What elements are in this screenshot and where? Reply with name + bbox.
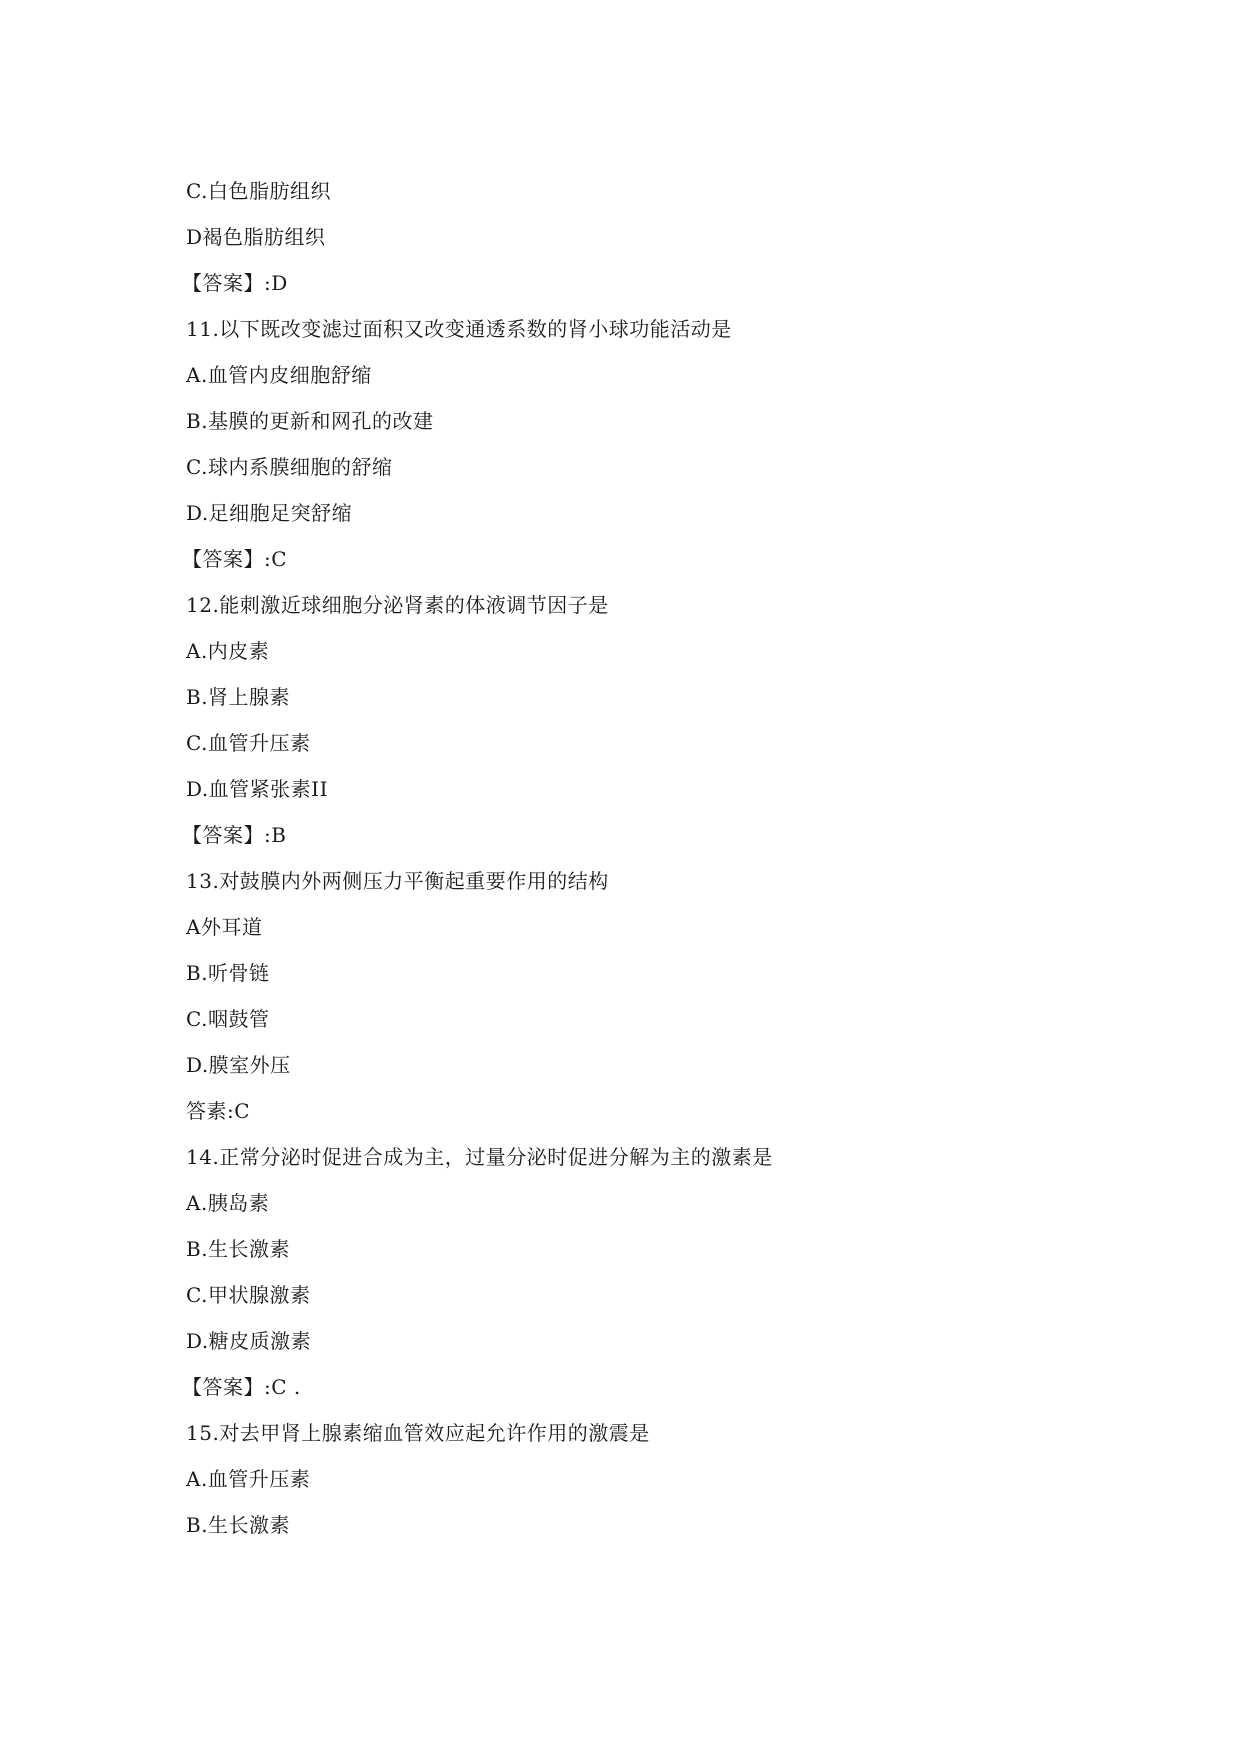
option-b: B.听骨链: [186, 961, 270, 985]
option-c: C.咽鼓管: [186, 1007, 270, 1031]
question-14: 14.正常分泌时促进合成为主，过量分泌时促进分解为主的激素是: [186, 1145, 773, 1169]
answer-line: 【答案】:D: [182, 271, 288, 295]
option-c: C.球内系膜细胞的舒缩: [186, 455, 393, 479]
option-a: A.血管升压素: [186, 1467, 311, 1491]
question-11: 11.以下既改变滤过面积又改变通透系数的肾小球功能活动是: [186, 317, 732, 341]
answer-line: 答素:C: [186, 1099, 251, 1123]
option-b: B.生长激素: [186, 1513, 291, 1537]
answer-line: 【答案】:C: [182, 547, 288, 571]
option-d: D.血管紧张素II: [186, 777, 328, 801]
question-12: 12.能刺激近球细胞分泌肾素的体液调节因子是: [186, 593, 609, 617]
answer-line: 【答案】:C .: [182, 1375, 301, 1399]
option-c: C.白色脂肪组织: [186, 179, 331, 203]
option-a: A.胰岛素: [186, 1191, 270, 1215]
question-15: 15.对去甲肾上腺素缩血管效应起允许作用的激震是: [186, 1421, 650, 1445]
option-b: B.基膜的更新和网孔的改建: [186, 409, 434, 433]
option-a: A.内皮素: [186, 639, 270, 663]
option-d: D.糖皮质激素: [186, 1329, 312, 1353]
option-c: C.血管升压素: [186, 731, 311, 755]
option-b: B.肾上腺素: [186, 685, 291, 709]
option-d: D.足细胞足突舒缩: [186, 501, 353, 525]
option-a: A外耳道: [186, 915, 263, 939]
option-d: D.膜室外压: [186, 1053, 291, 1077]
option-c: C.甲状腺激素: [186, 1283, 311, 1307]
question-13: 13.对鼓膜内外两侧压力平衡起重要作用的结构: [186, 869, 609, 893]
answer-line: 【答案】:B: [182, 823, 287, 847]
option-d: D褐色脂肪组织: [186, 225, 326, 249]
option-a: A.血管内皮细胞舒缩: [186, 363, 372, 387]
option-b: B.生长激素: [186, 1237, 291, 1261]
